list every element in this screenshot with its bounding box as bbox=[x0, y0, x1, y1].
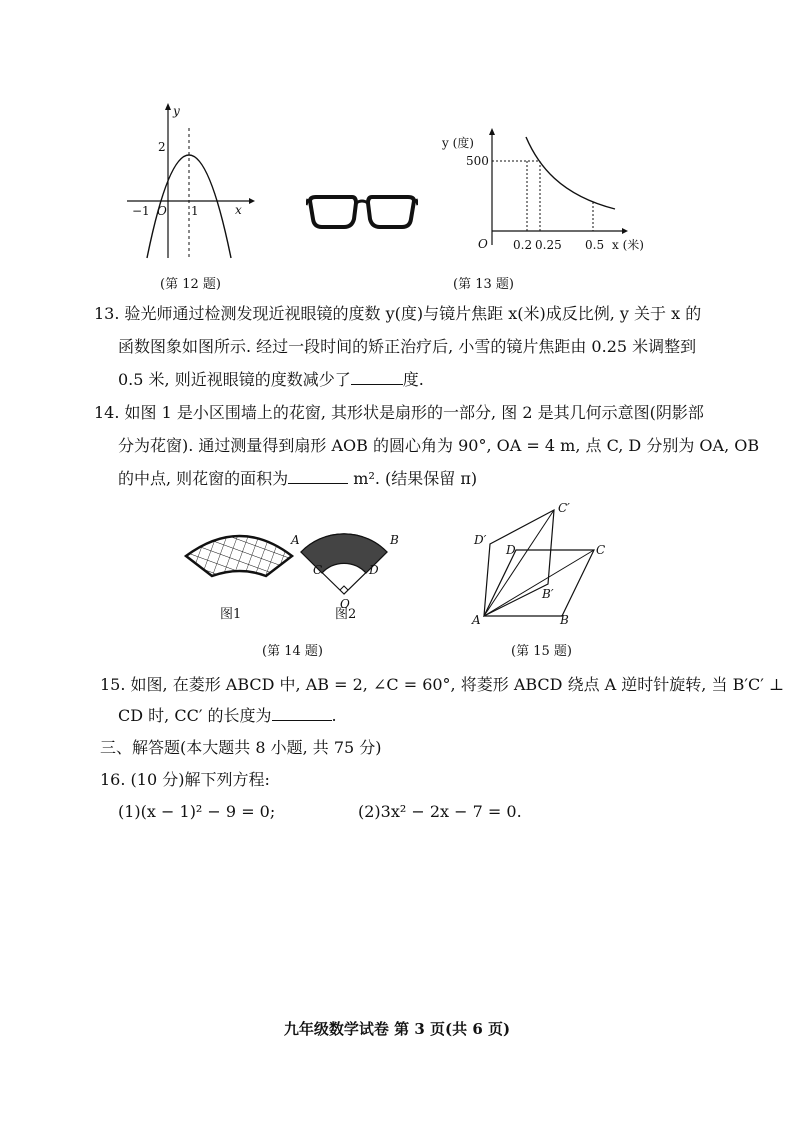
glasses-icon bbox=[306, 193, 418, 235]
fig14-label-C: C bbox=[313, 563, 323, 577]
q16-title: 16. (10 分)解下列方程: bbox=[100, 770, 270, 789]
fig15-label-A: A bbox=[472, 613, 481, 627]
fig13-tick-02: 0.2 bbox=[513, 238, 533, 252]
fig12-parabola-graph bbox=[125, 100, 255, 260]
q14-answer-blank[interactable] bbox=[288, 469, 348, 484]
q14-line3 bbox=[118, 469, 477, 489]
fig15-caption: (第 15 题) bbox=[511, 644, 572, 659]
fig15-label-Bp: B′ bbox=[542, 587, 554, 601]
fig13-y-label: y (度) bbox=[442, 136, 474, 150]
fig14-flower-window-figure bbox=[180, 518, 410, 628]
fig13-tick-05: 0.5 bbox=[585, 238, 605, 252]
q15-line2-end: . bbox=[331, 706, 337, 725]
fig12-label-neg1: −1 bbox=[132, 204, 150, 218]
q13-line2: 函数图象如图所示. 经过一段时间的矫正治疗后, 小雪的镜片焦距由 0.25 米调整到 bbox=[118, 337, 697, 356]
fig15-label-Cp: C′ bbox=[558, 501, 570, 515]
q15-answer-blank[interactable] bbox=[272, 706, 332, 721]
fig13-tick-025: 0.25 bbox=[535, 238, 562, 252]
fig14-label-D: D bbox=[369, 563, 379, 577]
fig15-label-C: C bbox=[596, 543, 606, 557]
fig14-caption: (第 14 题) bbox=[262, 644, 323, 659]
fig12-label-1: 1 bbox=[191, 204, 199, 218]
fig14-label-A: A bbox=[291, 533, 300, 547]
q16-eq2: (2)3x² − 2x − 7 = 0. bbox=[358, 802, 522, 821]
fig15-rhombus-rotation bbox=[468, 498, 618, 628]
fig12-caption: (第 12 题) bbox=[160, 277, 221, 292]
q15-line1: 15. 如图, 在菱形 ABCD 中, AB = 2, ∠C = 60°, 将菱形 ABCD 绕点 A 逆时针旋转, 当 B′C′ ⊥ bbox=[100, 675, 784, 694]
fig15-label-B: B bbox=[560, 613, 569, 627]
fig14-label-O: O bbox=[340, 597, 350, 611]
fig14-fig2-label: 图2 bbox=[335, 607, 357, 622]
q13-line3-end: 度. bbox=[402, 370, 424, 389]
q16-eq1: (1)(x − 1)² − 9 = 0; bbox=[118, 802, 276, 821]
fig13-x-label: x (米) bbox=[612, 238, 644, 252]
fig13-caption: (第 13 题) bbox=[453, 277, 514, 292]
fig12-label-2: 2 bbox=[158, 140, 166, 154]
q13-answer-blank[interactable] bbox=[351, 370, 403, 385]
fig13-origin: O bbox=[478, 237, 488, 251]
fig14-fig1-label: 图1 bbox=[220, 607, 242, 622]
fig1-window bbox=[186, 536, 292, 576]
q14-line1: 14. 如图 1 是小区围墙上的花窗, 其形状是扇形的一部分, 图 2 是其几何示意图(阴影部 bbox=[94, 403, 704, 422]
section-3-heading: 三、解答题(本大题共 8 小题, 共 75 分) bbox=[100, 738, 382, 757]
q15-line2-text: CD 时, CC′ 的长度为 bbox=[118, 706, 272, 725]
fig13-inverse-graph bbox=[440, 125, 660, 260]
q13-line3-text: 0.5 米, 则近视眼镜的度数减少了 bbox=[118, 370, 351, 389]
q14-line3-end: m². (结果保留 π) bbox=[353, 469, 478, 488]
q14-line2: 分为花窗). 通过测量得到扇形 AOB 的圆心角为 90°, OA = 4 m, 点 C, D 分别为 OA, OB bbox=[118, 436, 760, 455]
page-footer: 九年级数学试卷 第 3 页(共 6 页) bbox=[283, 1020, 511, 1038]
q13-line1: 13. 验光师通过检测发现近视眼镜的度数 y(度)与镜片焦距 x(米)成反比例, y 关于 x 的 bbox=[94, 304, 702, 323]
fig13-label-500: 500 bbox=[466, 154, 489, 168]
fig15-label-D: D bbox=[506, 543, 516, 557]
q14-line3-text: 的中点, 则花窗的面积为 bbox=[118, 469, 289, 488]
fig15-label-Dp: D′ bbox=[474, 533, 487, 547]
q13-line3 bbox=[118, 370, 424, 390]
fig12-y-label: y bbox=[173, 104, 180, 118]
fig12-origin: O bbox=[157, 204, 167, 218]
q15-line2 bbox=[118, 706, 337, 726]
fig12-x-label: x bbox=[235, 203, 242, 217]
fig14-label-B: B bbox=[390, 533, 399, 547]
